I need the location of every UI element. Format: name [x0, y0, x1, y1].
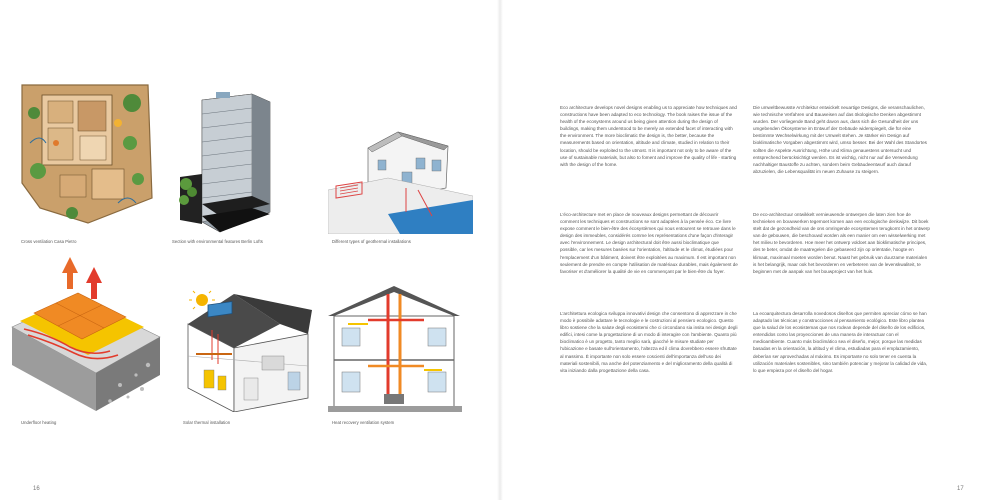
- solar-house-illustration: [172, 290, 322, 412]
- geothermal-figure: [328, 128, 473, 234]
- ventilation-figure: [328, 284, 462, 412]
- text-french: L'éco-architecture met en place de nouveaux designs permettant de découvrir comment les techniques et constructions se sont adaptées à la pensée éco. Ce livre expose comment le bien-être des écosystèmes qui nous entourent se retrouve dans le design des immeubles, considérés comme les représentations d'une façon d'interagir avec l'environnement. Le design architectural doit être aussi bioclimatique que possible, car les mesures basées sur l'orientation, l'altitude et le climat, étudiées pour l'emplacement d'un bâtiment, doivent être exploitées au maximum. Il est important non seulement de prendre en compte l'utilisation de matériaux durables, mais également de favoriser et d'améliorer la qualité de vie en commençant par le bien-être du foyer.: [560, 212, 738, 274]
- floor-plan-figure: [20, 83, 160, 233]
- solar-figure: [172, 290, 322, 412]
- figure-caption-tower: Section with environmental features Berlin Lofts: [172, 239, 263, 244]
- figure-caption-floor-plan: Cross ventilation Casa Pietro: [21, 239, 77, 244]
- text-italian: L'architettura ecologica sviluppa innovativi design che consentono di apprezzare in che modo è possibile adattare le tecnologie e le costruzioni al pensiero ecologico. Questo libro sostiene che la salute degli ecosistemi che ci circondano sia insita nei design degli edifici, intesi come la progettazione di un modo di interagire con l'ambiente. Quanto più bioclimatico è un progetto, tanto meglio sarà, giacché le misure studiate per l'ubicazione e basate sull'orientamento, l'altezza ed il clima dovrebbero essere sfruttate al massimo. È importante non solo essere coscienti dell'importanza dell'uso dei materiali sostenibili, ma anche del potenziamento e del miglioramento della qualità di vita iniziando dalla progettazione della casa.: [560, 311, 738, 373]
- figure-caption-ventilation: Heat recovery ventilation system: [332, 420, 395, 425]
- figure-caption-geothermal: Different types of geothermal installations: [332, 239, 411, 244]
- text-dutch: De eco-architectuur ontwikkelt vernieuwende ontwerpen die laten zien hoe de technieken en bouwwerken tegemoet komen aan een ecologische denkwijze. Dit boek stelt dat de gezondheid van de ons omringende ecosystemen terugkomt in het ontwerp van de gebouwen, die beschouwd worden als een manier om een wisselwerking met het milieu te bevorderen. Hoe meer het ontwerp voldoet aan bioklimatische principes, des te beter, omdat de maatregelen die gebaseerd zijn op oriëntatie, hoogte en klimaat, maximaal moeten worden benut. Naast het gebruik van duurzame materialen is het belangrijk, maar ook het bevorderen en verbeteren van de levenskwaliteit, te beginnen met de aanpak van het bouwproject van het huis.: [753, 212, 930, 274]
- geothermal-house-illustration: [328, 128, 473, 234]
- text-spanish: La ecoarquitectura desarrolla novedosos diseños que permiten apreciar cómo se han adaptado las técnicas y construcciones al pensamiento ecológico. Este libro plantea que la salud de los ecosistemas que nos rodean depende del diseño de los edificios, entendidos como las proyecciones de una manera de interactuar con el medioambiente. Cuanto más bioclimático sea el diseño, mejor, porque las medidas basadas en la orientación, la altitud y el clima, estudiadas para el emplazamiento, deberían ser aprovechadas al máximo. Es importante no solo tener en cuenta la utilización materiales sostenibles, sino también potenciar y mejorar la calidad de vida, lo que empieza por el diseño del hogar.: [753, 311, 928, 373]
- book-gutter: [497, 0, 503, 500]
- page-number-right: 17: [957, 486, 964, 492]
- underfloor-heating-illustration: [10, 255, 162, 415]
- tower-building-illustration: [172, 92, 272, 234]
- floor-plan-illustration: [20, 83, 160, 233]
- figure-caption-underfloor: Underfloor heating: [21, 420, 57, 425]
- text-english: Eco architecture develops novel designs enabling us to appreciate how techniques and constructions have been adapted to eco technology. The book raises the issue of the health of the ecosystems around us being given attention during the design of buildings, making them understood to be merely an extended facet of interacting with the environment. The more bioclimatic the design is, the better, because the measurements based on orientation, altitude and climate, studied in relation to their location, should be exploited to the utmost. It is important not only to be aware of the use of sustainable materials, but also to foment and improve the quality of life - starting with the design of the home.: [560, 105, 737, 167]
- underfloor-figure: [10, 255, 162, 415]
- text-german: Die umweltbewusste Architektur entwickelt neuartige Designs, die veranschaulichen, wie technische Verfahren und Bauweisen auf das ökologische Denken abgestimmt wurden. Der vorliegende Band geht davon aus, dass sich die Gesundheit der uns umgebenden Ökosysteme im Entwurf der Gebäude widerspiegelt, die für eine bestimmte Wechselwirkung mit der Umwelt stehen. Je stärker ein Design auf bioklimatische Vorgaben abgestimmt wird, umso besser. Bei der Wahl des Standortes sollten die Aspekte Ausrichtung, Höhe und Klima genauestens untersucht und entsprechend berücksichtigt werden. Es ist wichtig, nicht nur auf die Verwendung nachhaltiger Baustoffe zu achten, sondern beim Gebäudeentwurf auch darauf abzuzielen, die Lebensqualität im neuen Zuhause zu steigern.: [753, 105, 927, 174]
- page-number-left: 16: [33, 486, 40, 492]
- tower-figure: [172, 92, 272, 234]
- figure-caption-solar: Solar thermal installation: [183, 420, 231, 425]
- ventilation-house-illustration: [328, 284, 462, 412]
